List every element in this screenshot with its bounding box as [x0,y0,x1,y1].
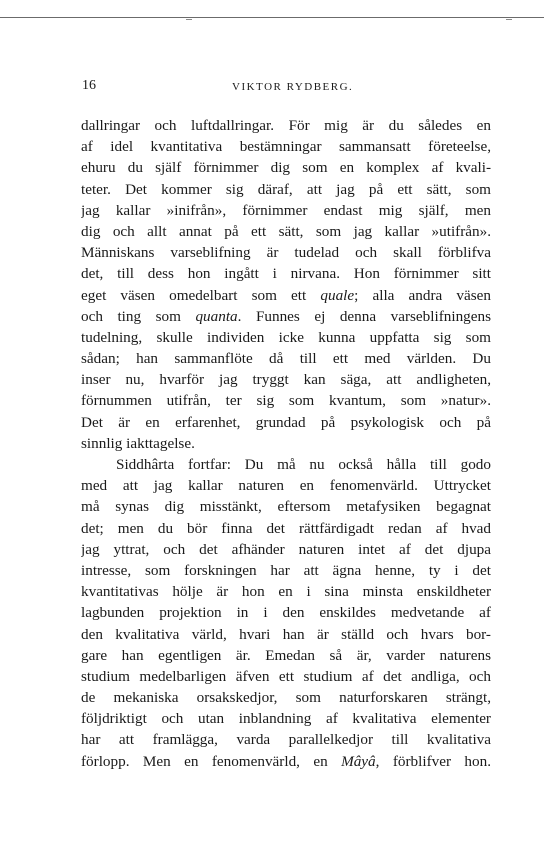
running-head: VIKTOR RYDBERG. [232,81,354,93]
text-line: har att framlägga, varda parallelkedjor till kvalitativa [81,731,491,749]
text-line: det; men du bör finna det rättfärdigadt redan af hvad [81,519,491,537]
text-line: gare han egentligen är. Emedan så är, varder naturens [81,646,491,664]
text-line: Människans varseblifning är tudelad och skall förblifva [81,244,491,262]
text-line: den kvalitativa värld, hvari han är ställd och hvars bor- [81,625,491,643]
text-line: må synas dig misstänkt, eftersom metafysiken begagnat [81,498,491,516]
text-line: studium medelbarligen äfven ett studium af det andliga, och [81,667,491,685]
top-rule [0,17,544,18]
paragraph-1 [81,115,491,454]
text-line: ehuru du själf förnimmer dig som en komplex af kvali- [81,159,491,177]
text-line: sinnlig iakttagelse. [81,434,195,452]
rule-tick-mark [186,19,192,20]
text-line: sådan; han sammanflöte då till ett med världen. Du [81,350,491,368]
paragraph-2 [81,454,491,772]
text-line: intresse, som forskningen har att ägna henne, ty i det [81,561,491,579]
text-line: lagbunden projektion in i den enskildes medvetande af [81,604,491,622]
text-line: följdriktigt och utan inblandning af kvalitativa elementer [81,710,491,728]
text-line: det, till dess hon ingått i nirvana. Hon förnimmer sitt [81,265,491,283]
text-line: inser nu, hvarför jag tryggt kan säga, att andligheten, [81,371,491,389]
text-line: kvantitativas hölje är hon en i sina minsta enskildheter [81,583,491,601]
text-line: de mekaniska orsakskedjor, som naturforskaren strängt, [81,689,491,707]
text-line: och ting som quanta. Funnes ej denna varseblifningens [81,307,491,325]
text-line: med att jag kallar naturen en fenomenvärld. Uttrycket [81,477,491,495]
text-line: förlopp. Men en fenomenvärld, en Mâyâ, förblifver hon. [81,752,491,770]
text-line: dig och allt annat på ett sätt, som jag kallar »utifrån». [81,222,491,240]
page-header [82,80,492,96]
text-line: dallringar och luftdallringar. För mig är du således en [81,117,491,134]
text-line: jag kallar »inifrån», förnimmer endast mig själf, men [81,201,491,219]
text-line: Det är en erfarenhet, grundad på psykologisk och på [81,413,491,431]
text-line: teter. Det kommer sig däraf, att jag på ett sätt, som [81,180,491,198]
text-line: Siddhârta fortfar: Du må nu också hålla till godo [116,456,491,473]
rule-tick-mark [506,19,512,20]
text-line: af idel kvantitativa bestämningar sammansatt företeelse, [81,138,491,156]
text-line: jag yttrat, och det afhänder naturen intet af det djupa [81,540,491,558]
text-line: tudelning, skulle individen icke kunna uppfatta sig som [81,328,491,346]
page-number: 16 [82,78,96,93]
text-line: eget väsen omedelbart som ett quale; alla andra väsen [81,286,491,304]
text-line: förnummen utifrån, ter sig som kvantum, som »natur». [81,392,491,410]
body-text [81,115,491,772]
